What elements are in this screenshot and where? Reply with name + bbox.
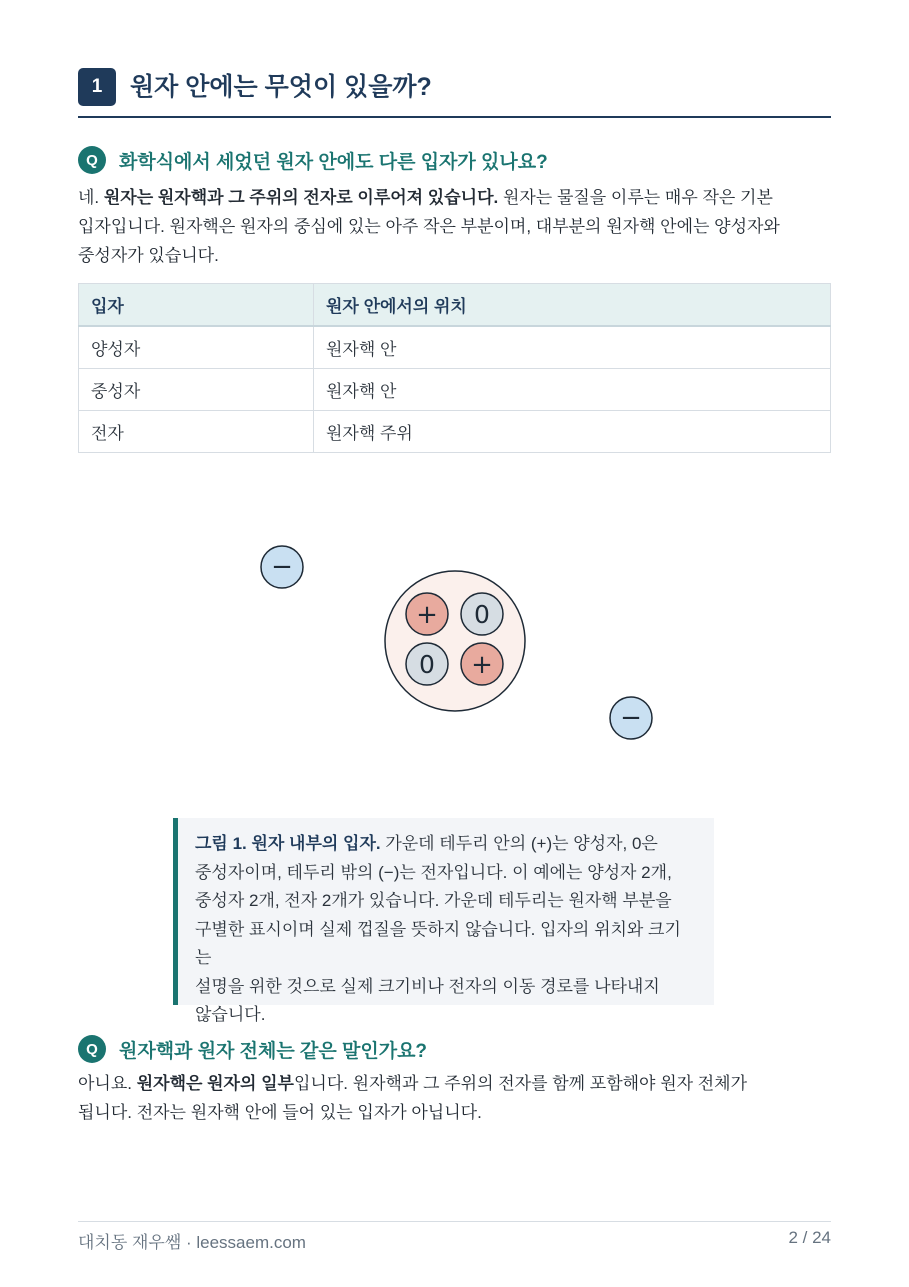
table-cell-particle: 전자	[79, 411, 314, 453]
table-header-row	[79, 284, 831, 327]
table-header-particle: 입자	[79, 284, 314, 327]
table-row	[79, 369, 831, 411]
proton-symbol: +	[471, 650, 493, 680]
proton	[406, 593, 448, 635]
table-cell-location: 원자핵 주위	[314, 411, 831, 453]
caption-line6: 않습니다.	[195, 1005, 266, 1024]
table-cell-particle: 양성자	[79, 326, 314, 369]
neutron	[406, 643, 448, 685]
caption-line5: 설명을 위한 것으로 실제 크기비나 전자의 이동 경로를 나타내지	[195, 976, 660, 996]
table-cell-location: 원자핵 안	[314, 369, 831, 411]
caption-line1-rest: 가운데 테두리 안의 (+)는 양성자, 0은	[380, 834, 658, 853]
electron	[261, 546, 303, 588]
footer-site: 대치동 재우쌤 · leessaem.com	[78, 1233, 306, 1252]
answer-2-lead: 아니요.	[78, 1074, 137, 1093]
caption-line2: 중성자이며, 테두리 밖의 (−)는 전자입니다. 이 예에는 양성자 2개,	[195, 862, 672, 882]
table-cell-particle: 중성자	[79, 369, 314, 411]
neutron	[461, 593, 503, 635]
answer-2-line2: 됩니다. 전자는 원자핵 안에 들어 있는 입자가 아닙니다.	[78, 1103, 482, 1122]
question-badge: Q	[78, 146, 106, 174]
question-2	[78, 1035, 427, 1063]
atom-diagram-figure	[78, 470, 831, 800]
caption-line3: 중성자 2개, 전자 2개가 있습니다. 가운데 테두리는 원자핵 부분을	[195, 891, 672, 910]
table-header-location: 원자 안에서의 위치	[314, 284, 831, 327]
neutron-symbol: 0	[474, 600, 490, 629]
electron-symbol: −	[271, 552, 293, 582]
answer-2-line1-rest: 입니다. 원자핵과 그 주위의 전자를 함께 포함해야 원자 전체가	[293, 1074, 748, 1093]
table-row	[79, 411, 831, 453]
section-number-badge: 1	[78, 68, 116, 106]
question-1	[78, 146, 548, 174]
particle-location-table	[78, 283, 831, 453]
answer-1-line1-rest: 원자는 물질을 이루는 매우 작은 기본	[498, 188, 773, 207]
section-header	[78, 68, 831, 118]
page-number: 2 / 24	[788, 1228, 831, 1247]
caption-label: 그림 1. 원자 내부의 입자.	[195, 834, 381, 853]
section-title: 원자 안에는 무엇이 있을까?	[130, 73, 432, 101]
question-badge: Q	[78, 1035, 106, 1063]
figure-caption	[173, 818, 714, 1024]
question-2-text: 원자핵과 원자 전체는 같은 말인가요?	[119, 1040, 428, 1062]
proton-symbol: +	[416, 600, 438, 630]
proton	[461, 643, 503, 685]
answer-1	[78, 183, 831, 270]
table-cell-location: 원자핵 안	[314, 326, 831, 369]
electron	[610, 697, 652, 739]
page-footer	[78, 1221, 831, 1253]
question-1-text: 화학식에서 세었던 원자 안에도 다른 입자가 있나요?	[119, 151, 548, 173]
answer-2	[78, 1069, 831, 1127]
caption-line4: 구별한 표시이며 실제 껍질을 뜻하지 않습니다. 입자의 위치와 크기는	[195, 919, 681, 967]
answer-1-bold: 원자는 원자핵과 그 주위의 전자로 이루어져 있습니다.	[103, 188, 499, 207]
answer-2-bold: 원자핵은 원자의 일부	[136, 1074, 294, 1093]
answer-1-line3: 중성자가 있습니다.	[78, 246, 219, 265]
table-row	[79, 326, 831, 369]
neutron-symbol: 0	[419, 650, 435, 679]
atom-diagram	[78, 470, 831, 800]
nucleus-boundary	[385, 571, 525, 711]
electron-symbol: −	[620, 703, 642, 733]
answer-1-line2: 입자입니다. 원자핵은 원자의 중심에 있는 아주 작은 부분이며, 대부분의 원자핵 안에는 양성자와	[78, 217, 780, 236]
page	[78, 0, 831, 1287]
answer-1-lead: 네.	[78, 188, 104, 207]
